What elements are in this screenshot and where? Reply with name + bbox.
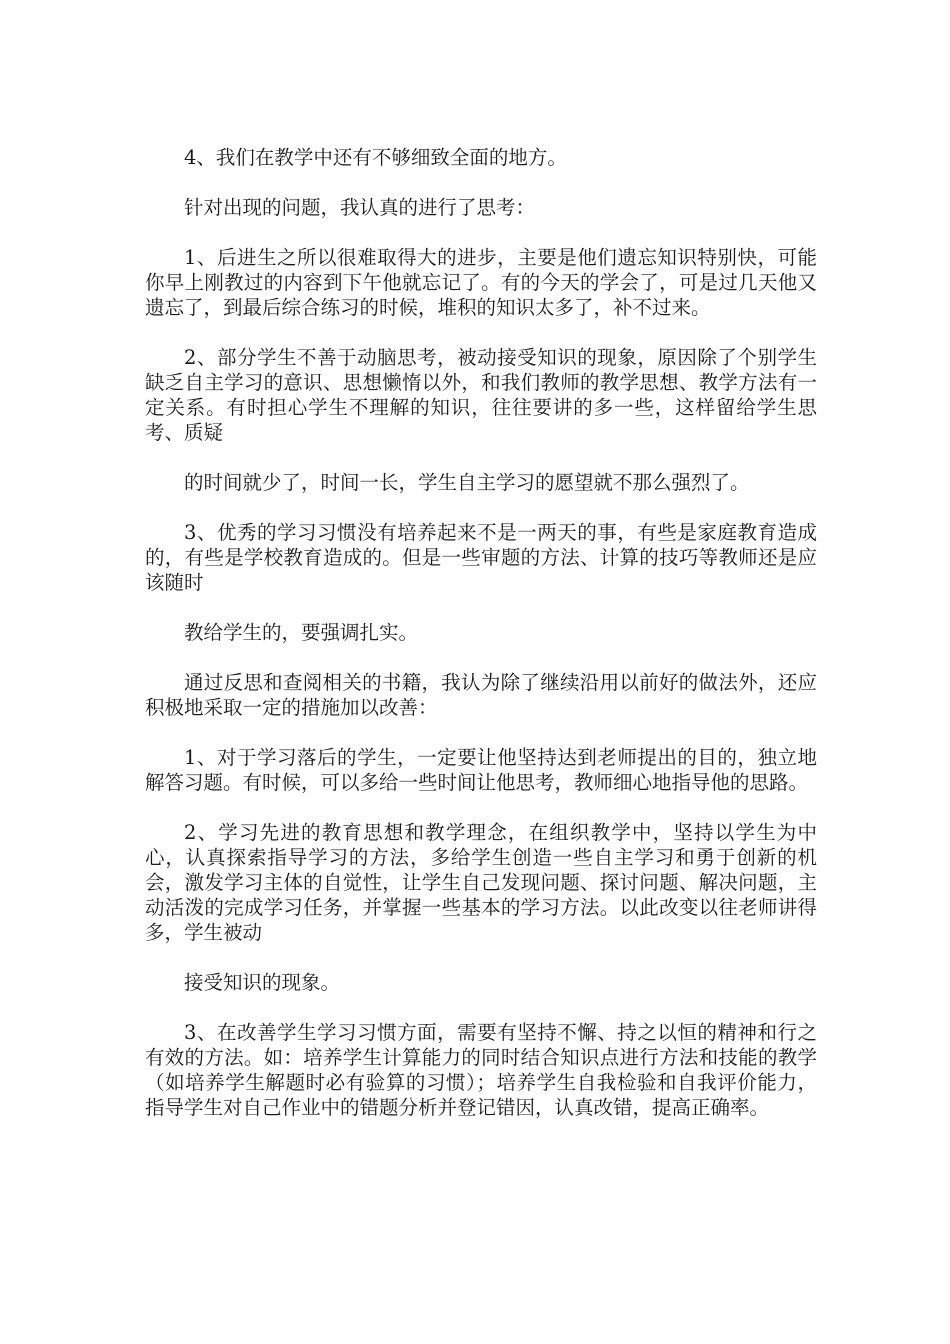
paragraph-9: 1、对于学习落后的学生，一定要让他坚持达到老师提出的目的，独立地解答习题。有时候，可以多给一些时间让他思考，教师细心地指导他的思路。 [145,746,817,794]
paragraph-2: 针对出现的问题，我认真的进行了思考： [184,196,536,219]
paragraph-6: 3、优秀的学习习惯没有培养起来不是一两天的事，有些是家庭教育造成的，有些是学校教育造成的。但是一些审题的方法、计算的技巧等教师还是应该随时 [145,521,817,594]
paragraph-12: 3、在改善学生学习习惯方面，需要有坚持不懈、持之以恒的精神和行之有效的方法。如：培养学生计算能力的同时结合知识点进行方法和技能的教学（如培养学生解题时必有验算的习惯）；培养学生自我检验和自我评价能力，指导学生对自己作业中的错题分析并登记错因，认真改错，提高正确率。 [145,1021,817,1119]
paragraph-3: 1、后进生之所以很难取得大的进步，主要是他们遗忘知识特别快，可能你早上刚教过的内容到下午他就忘记了。有的今天的学会了，可是过几天他又遗忘了，到最后综合练习的时候，堆积的知识太多了，补不过来。 [145,246,817,319]
paragraph-5: 的时间就少了，时间一长，学生自主学习的愿望就不那么强烈了。 [184,471,750,494]
paragraph-11: 接受知识的现象。 [184,971,341,994]
paragraph-8: 通过反思和查阅相关的书籍，我认为除了继续沿用以前好的做法外，还应积极地采取一定的措施加以改善： [145,671,817,719]
document-body [145,145,817,1145]
paragraph-4: 2、部分学生不善于动脑思考，被动接受知识的现象，原因除了个别学生缺乏自主学习的意识、思想懒惰以外，和我们教师的教学思想、教学方法有一定关系。有时担心学生不理解的知识，往往要讲的多一些，这样留给学生思考、质疑 [145,346,817,444]
paragraph-1: 4、我们在教学中还有不够细致全面的地方。 [184,146,567,169]
paragraph-7: 教给学生的，要强调扎实。 [184,621,419,644]
paragraph-10: 2、学习先进的教育思想和教学理念，在组织教学中，坚持以学生为中心，认真探索指导学习的方法，多给学生创造一些自主学习和勇于创新的机会，激发学习主体的自觉性，让学生自己发现问题、探讨问题、解决问题，主动活泼的完成学习任务，并掌握一些基本的学习方法。以此改变以往老师讲得多，学生被动 [145,821,817,944]
